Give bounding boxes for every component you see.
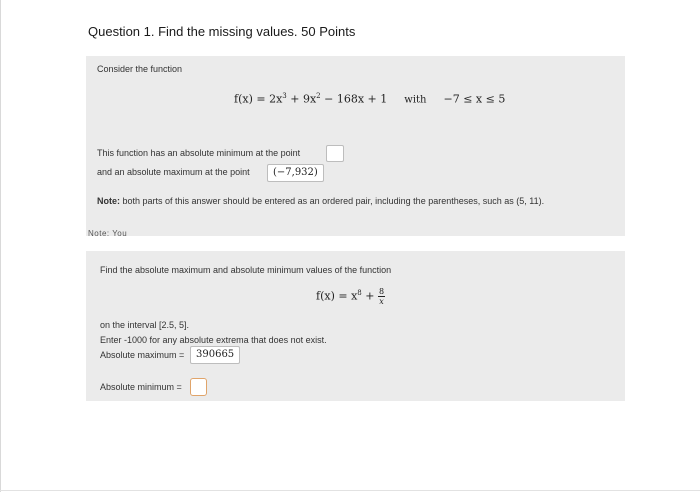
- function-fraction: [378, 287, 385, 306]
- abs-max-input[interactable]: 390665: [190, 346, 240, 364]
- fraction-numerator: 8: [378, 287, 385, 296]
- panel-1-intro: Consider the function: [97, 64, 183, 74]
- note-text: both parts of this answer should be entered as an ordered pair, including the parentheses, such as (5, 11).: [120, 196, 545, 206]
- question-panel-2: [86, 251, 625, 401]
- function-exp-1: 3: [282, 92, 287, 100]
- max-point-input[interactable]: (−7,932): [267, 164, 324, 182]
- function-term-3: − 168x + 1: [320, 92, 388, 106]
- function-term-2: + 9x: [286, 92, 317, 106]
- domain-constraint: −7 ≤ x ≤ 5: [443, 92, 506, 106]
- function-expression-1: [234, 92, 505, 106]
- function-plus: +: [361, 289, 378, 303]
- panel-2-intro: Find the absolute maximum and absolute minimum values of the function: [100, 265, 392, 275]
- cut-off-note: Note: You: [88, 229, 128, 238]
- abs-min-input[interactable]: [190, 378, 207, 396]
- abs-max-label: Absolute maximum =: [100, 350, 185, 360]
- function-exp-b: 8: [357, 288, 362, 297]
- min-point-input[interactable]: [326, 145, 344, 162]
- function-exp-2: 2: [316, 92, 321, 100]
- page-bottom-border: [0, 490, 700, 491]
- enter-instruction: Enter -1000 for any absolute extrema that does not exist.: [100, 335, 327, 345]
- page-left-border: [0, 0, 1, 492]
- question-heading: Question 1. Find the missing values. 50 Points: [88, 24, 356, 39]
- function-expression-2: [316, 287, 385, 306]
- with-word: with: [404, 94, 427, 106]
- function-lhs-1: f(x) = 2x: [234, 92, 283, 106]
- note-label: Note:: [97, 196, 120, 206]
- abs-min-label: Absolute minimum =: [100, 382, 182, 392]
- interval-text: on the interval [2.5, 5].: [100, 320, 190, 330]
- min-label: This function has an absolute minimum at the point: [97, 148, 301, 158]
- question-panel-1: [86, 56, 625, 236]
- fraction-denominator: x: [379, 297, 384, 306]
- function-lhs-2: f(x) = x: [316, 289, 358, 303]
- note-line: [97, 196, 544, 206]
- max-label: and an absolute maximum at the point: [97, 167, 250, 177]
